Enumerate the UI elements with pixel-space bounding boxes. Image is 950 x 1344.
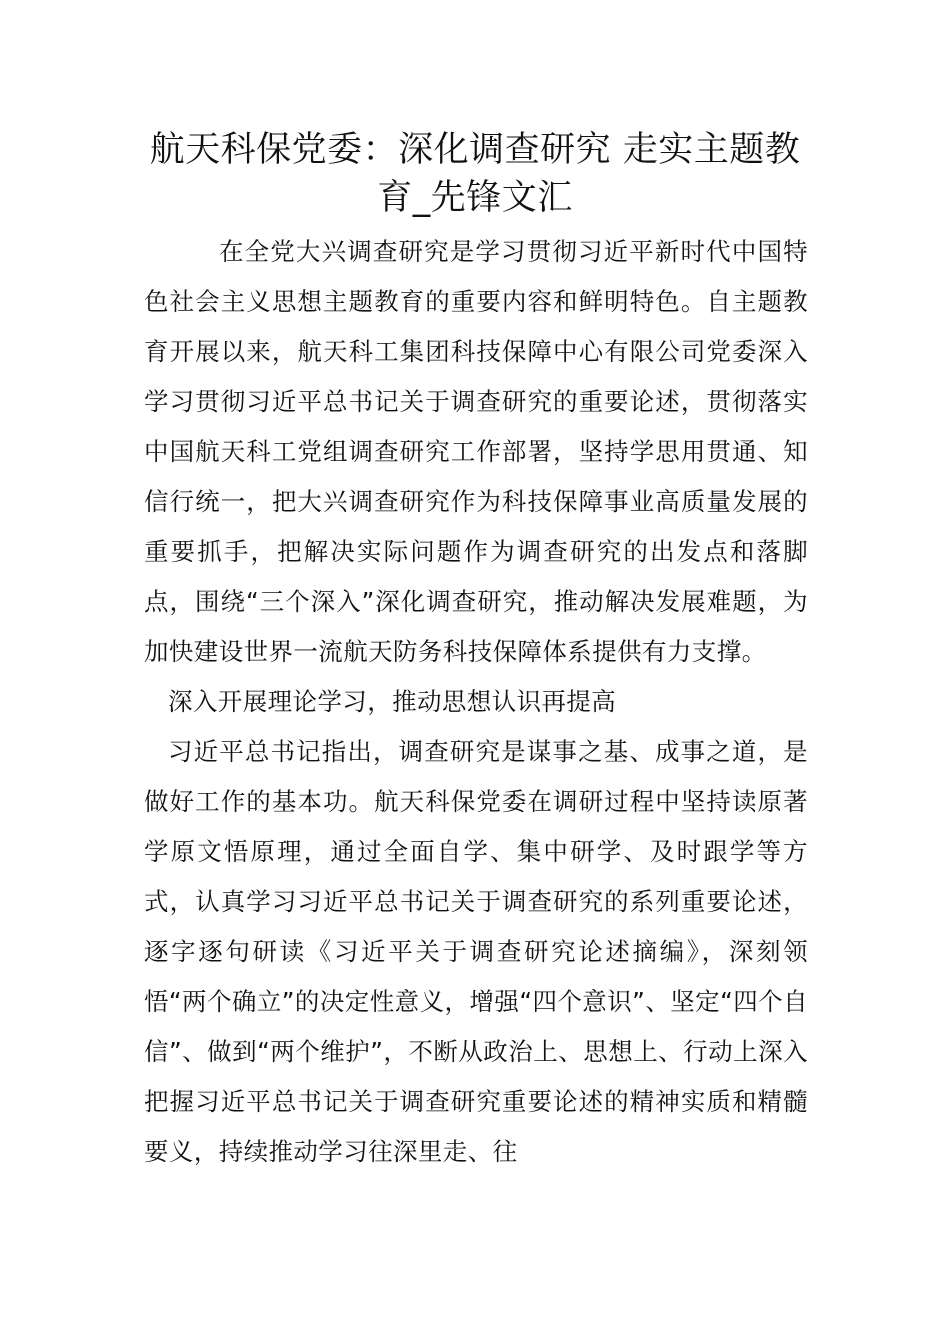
- body-paragraph: 习近平总书记指出，调查研究是谋事之基、成事之道，是做好工作的基本功。航天科保党委在调研过程中坚持读原著学原文悟原理，通过全面自学、集中研学、及时跟学等方式，认真学习习近平总书记关于调查研究的系列重要论述，逐字逐句研读《习近平关于调查研究论述摘编》，深刻领悟“两个确立”的决定性意义，增强“四个意识”、坚定“四个自信”、做到“两个维护”，不断从政治上、思想上、行动上深入把握习近平总书记关于调查研究重要论述的精神实质和精髓要义，持续推动学习往深里走、往: [144, 737, 808, 1166]
- intro-paragraph: 在全党大兴调查研究是学习贯彻习近平新时代中国特色社会主义思想主题教育的重要内容和鲜明特色。自主题教育开展以来，航天科工集团科技保障中心有限公司党委深入学习贯彻习近平总书记关于调查研究的重要论述，贯彻落实中国航天科工党组调查研究工作部署，坚持学思用贯通、知信行统一，把大兴调查研究作为科技保障事业高质量发展的重要抓手，把解决实际问题作为调查研究的出发点和落脚点，围绕“三个深入”深化调查研究，推动解决发展难题，为加快建设世界一流航天防务科技保障体系提供有力支撑。: [144, 237, 808, 666]
- document-body: [144, 227, 808, 1177]
- section-heading: 深入开展理论学习，推动思想认识再提高: [168, 687, 617, 716]
- document-title: 航天科保党委：深化调查研究 走实主题教育_先锋文汇: [149, 130, 801, 218]
